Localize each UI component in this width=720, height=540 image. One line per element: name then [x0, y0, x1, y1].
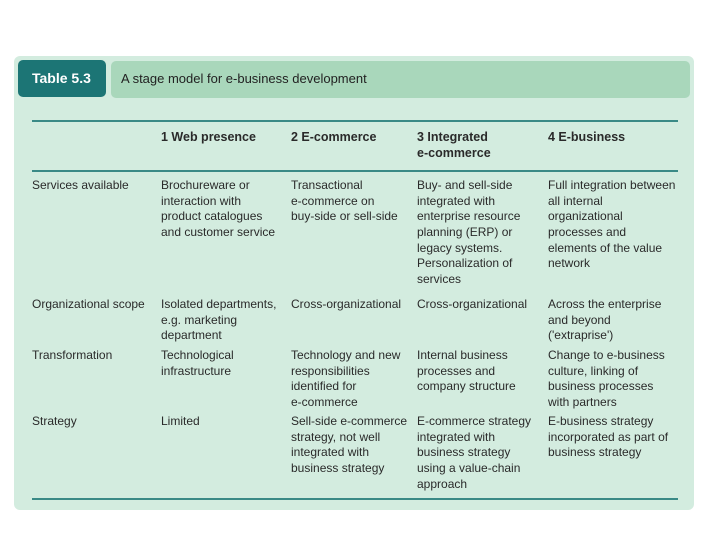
- table-cell: Isolated departments, e.g. marketing department: [161, 297, 277, 343]
- table-cell: Across the enterprise and beyond ('extraprise'): [548, 297, 662, 343]
- table-cell: Technology and new responsibilities identified for e-commerce: [291, 348, 401, 409]
- table-panel: [14, 56, 694, 510]
- header-cell: [32, 122, 161, 170]
- row-label: Strategy: [32, 414, 77, 429]
- table-cell: Change to e-business culture, linking of business processes with partners: [548, 348, 665, 409]
- table-title: A stage model for e-business development: [111, 61, 690, 98]
- table-cell: Cross-organizational: [417, 297, 528, 312]
- table-header-row: [32, 122, 678, 172]
- header-cell: 3 Integrated e-commerce: [417, 130, 491, 160]
- table-row: [32, 172, 678, 295]
- table-cell: Limited: [161, 414, 200, 429]
- table-cell: Cross-organizational: [291, 297, 402, 312]
- header-cell: 2 E-commerce: [291, 130, 377, 144]
- row-label: Transformation: [32, 348, 113, 363]
- table-cell: Full integration between all internal organizational processes and elements of the value network: [548, 178, 676, 271]
- table-cell: Technological infrastructure: [161, 348, 234, 378]
- table-cell: Internal business processes and company structure: [417, 348, 516, 394]
- table-cell: Sell-side e-commerce strategy, not well integrated with business strategy: [291, 414, 408, 475]
- header-cell: 4 E-business: [548, 130, 626, 144]
- table-row: [32, 295, 678, 346]
- table-number: Table 5.3: [18, 60, 106, 97]
- stage-model-table: [32, 120, 678, 500]
- table-cell: Transactional e-commerce on buy-side or sell-side: [291, 178, 398, 224]
- table-row: [32, 346, 678, 412]
- row-label: Services available: [32, 178, 129, 193]
- table-row: [32, 412, 678, 498]
- header-cell: 1 Web presence: [161, 130, 256, 144]
- row-label: Organizational scope: [32, 297, 145, 312]
- table-cell: E-commerce strategy integrated with business strategy using a value-chain approach: [417, 414, 532, 491]
- table-cell: Buy- and sell-side integrated with enterprise resource planning (ERP) or legacy systems. Personalization of services: [417, 178, 521, 286]
- table-cell: Brochureware or interaction with product catalogues and customer service: [161, 178, 276, 239]
- table-cell: E-business strategy incorporated as part of business strategy: [548, 414, 669, 460]
